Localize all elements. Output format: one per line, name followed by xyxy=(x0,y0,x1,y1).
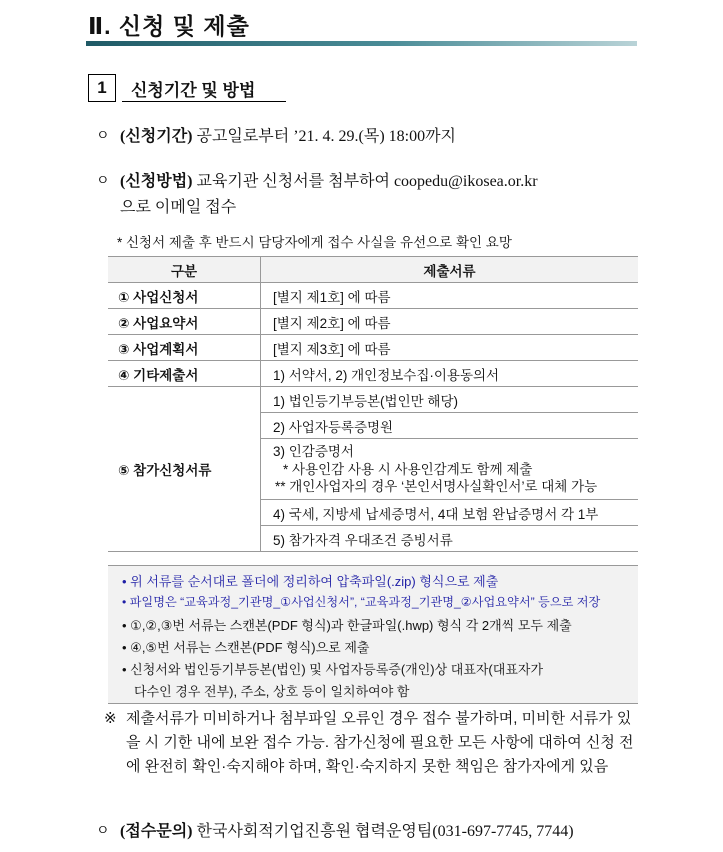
section-title-bar xyxy=(86,41,637,46)
period-text: 공고일로부터 ’21. 4. 29.(목) 18:00까지 xyxy=(196,128,457,145)
note-line: • 신청서와 법인등기부등본(법인) 및 사업자등록증(개인)상 대표자(대표자가 xyxy=(122,662,543,677)
table-cell-document: 2) 사업자등록증명원 xyxy=(261,413,639,439)
subsection-underline xyxy=(122,101,286,102)
table-row xyxy=(108,283,638,309)
table-header-row xyxy=(108,257,638,283)
reference-mark-icon: ※ xyxy=(104,710,117,727)
period-label: (신청기간) xyxy=(120,128,193,145)
table-cell-document: 1) 서약서, 2) 개인정보수집·이용동의서 xyxy=(261,361,639,387)
table-cell-document: 4) 국세, 지방세 납세증명서, 4대 보험 완납증명서 각 1부 xyxy=(261,500,639,526)
note-line: • 파일명은 “교육과정_기관명_①사업신청서”, “교육과정_기관명_②사업요약서” 등으로 저장 xyxy=(122,595,601,609)
note-line: • 위 서류를 순서대로 폴더에 정리하여 압축파일(.zip) 형식으로 제출 xyxy=(122,574,499,589)
warning-text: 제출서류가 미비하거나 첨부파일 오류인 경우 접수 불가하며, 미비한 서류가 있을 시 기한 내에 보완 접수 가능. 참가신청에 필요한 모든 사항에 대하여 신청 전에 완전히 확인·숙지해야 하며, 확인·숙지하지 못한 책임은 참가자에게 있음 xyxy=(126,710,634,775)
table-cell-category: ① 사업신청서 xyxy=(108,283,261,309)
table-cell-document: 1) 법인등기부등본(법인만 해당) xyxy=(261,387,639,413)
bullet-icon: ㅇ xyxy=(96,172,110,188)
table-header-category: 구분 xyxy=(108,257,261,283)
table-cell-category-group: ⑤ 참가신청서류 xyxy=(108,387,261,552)
contact-row xyxy=(120,818,574,841)
contact-text: 한국사회적기업진흥원 협력운영팀(031-697-7745, 7744) xyxy=(196,823,574,840)
section-title: Ⅱ. 신청 및 제출 xyxy=(88,13,250,39)
note-line: • ④,⑤번 서류는 스캔본(PDF 형식)으로 제출 xyxy=(122,640,370,655)
bullet-icon: ㅇ xyxy=(96,822,110,838)
table-cell-document: 3) 인감증명서 xyxy=(273,444,354,459)
table-cell-document-with-notes xyxy=(261,439,639,500)
table-row xyxy=(108,387,638,413)
confirm-note: * 신청서 제출 후 반드시 담당자에게 접수 사실을 유선으로 확인 요망 xyxy=(117,235,512,250)
contact-label: (접수문의) xyxy=(120,823,193,840)
method-text: 교육기관 신청서를 첨부하여 coopedu@ikosea.or.kr xyxy=(196,173,538,190)
document-subnote: ** 개인사업자의 경우 ‘본인서명사실확인서’로 대체 가능 xyxy=(275,479,598,494)
table-cell-category: ② 사업요약서 xyxy=(108,309,261,335)
table-cell-document: [별지 제1호] 에 따름 xyxy=(261,283,639,309)
period-row xyxy=(120,123,456,146)
subsection-title: 신청기간 및 방법 xyxy=(131,81,256,100)
document-subnote: * 사용인감 사용 시 사용인감계도 함께 제출 xyxy=(283,462,533,477)
table-row xyxy=(108,361,638,387)
bullet-icon: ㅇ xyxy=(96,127,110,143)
submission-notes-box xyxy=(108,565,638,704)
method-text-continued: 으로 이메일 접수 xyxy=(120,199,237,216)
method-label: (신청방법) xyxy=(120,173,193,190)
table-cell-document: 5) 참가자격 우대조건 증빙서류 xyxy=(261,526,639,552)
table-cell-category: ④ 기타제출서 xyxy=(108,361,261,387)
documents-table xyxy=(108,256,638,552)
table-header-documents: 제출서류 xyxy=(261,257,639,283)
method-row xyxy=(120,168,538,191)
table-cell-document: [별지 제3호] 에 따름 xyxy=(261,335,639,361)
note-line: 다수인 경우 전부), 주소, 상호 등이 일치하여야 함 xyxy=(134,684,410,699)
table-row xyxy=(108,309,638,335)
note-line: • ①,②,③번 서류는 스캔본(PDF 형식)과 한글파일(.hwp) 형식 각 2개씩 모두 제출 xyxy=(122,618,572,633)
table-cell-category: ③ 사업계획서 xyxy=(108,335,261,361)
subsection-number: 1 xyxy=(88,74,116,102)
table-cell-document: [별지 제2호] 에 따름 xyxy=(261,309,639,335)
table-row xyxy=(108,335,638,361)
